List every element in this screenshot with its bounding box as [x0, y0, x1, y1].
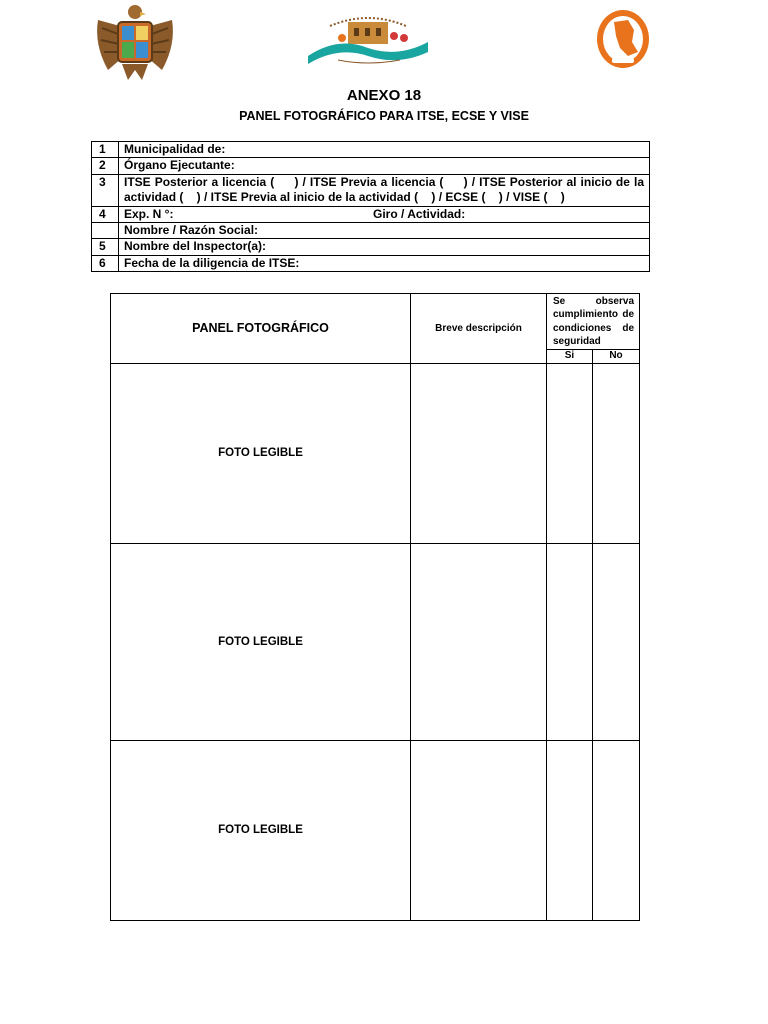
row-number: 6: [92, 255, 119, 271]
si-cell[interactable]: [547, 740, 593, 920]
photo-row: [111, 363, 640, 543]
peru-map-seal-icon: [594, 8, 652, 70]
cumplimiento-header: Se observa cumplimiento de condiciones de seguridad: [547, 294, 640, 350]
description-cell[interactable]: [411, 740, 547, 920]
inspection-type-field[interactable]: ITSE Posterior a licencia ( ) / ITSE Previa a licencia ( ) / ITSE Posterior al inicio de la actividad ( ) / ITSE Previa al inicio de la actividad ( ) / ECSE ( ) / VISE ( ): [119, 174, 650, 206]
photo-row: [111, 543, 640, 740]
row-number: 2: [92, 158, 119, 174]
panel-fotografico-header: PANEL FOTOGRÁFICO: [111, 294, 411, 364]
photo-slot[interactable]: FOTO LEGIBLE: [111, 740, 411, 920]
info-row-1: [92, 142, 650, 158]
municipalidad-field[interactable]: Municipalidad de:: [119, 142, 650, 158]
row-number: [92, 223, 119, 239]
no-cell[interactable]: [593, 543, 640, 740]
inspector-field[interactable]: Nombre del Inspector(a):: [119, 239, 650, 255]
organo-ejecutante-field[interactable]: Órgano Ejecutante:: [119, 158, 650, 174]
row-number: 5: [92, 239, 119, 255]
photo-row: [111, 740, 640, 920]
si-cell[interactable]: [547, 363, 593, 543]
no-cell[interactable]: [593, 740, 640, 920]
document-subtitle: PANEL FOTOGRÁFICO PARA ITSE, ECSE Y VISE: [239, 109, 529, 123]
photo-slot[interactable]: FOTO LEGIBLE: [111, 363, 411, 543]
info-row-3: [92, 174, 650, 206]
photo-panel-table: [110, 293, 640, 921]
photo-slot[interactable]: FOTO LEGIBLE: [111, 543, 411, 740]
row-number: 4: [92, 206, 119, 222]
info-row-razon-social: [92, 223, 650, 239]
description-cell[interactable]: [411, 363, 547, 543]
description-cell[interactable]: [411, 543, 547, 740]
breve-descripcion-header: Breve descripción: [411, 294, 547, 364]
row-number: 3: [92, 174, 119, 206]
expediente-giro-field[interactable]: [119, 206, 650, 222]
no-cell[interactable]: [593, 363, 640, 543]
si-header: Si: [547, 349, 593, 363]
eagle-coat-of-arms-icon: [92, 0, 178, 86]
info-row-5: [92, 239, 650, 255]
municipal-landscape-logo-icon: [308, 12, 428, 68]
si-cell[interactable]: [547, 543, 593, 740]
fecha-diligencia-field[interactable]: Fecha de la diligencia de ITSE:: [119, 255, 650, 271]
info-table: [91, 141, 650, 272]
info-row-4: [92, 206, 650, 222]
photo-header-row: [111, 294, 640, 350]
expediente-label: Exp. N °:: [124, 206, 174, 221]
info-row-2: [92, 158, 650, 174]
info-row-6: [92, 255, 650, 271]
razon-social-field[interactable]: Nombre / Razón Social:: [119, 223, 650, 239]
row-number: 1: [92, 142, 119, 158]
document-title: ANEXO 18: [346, 87, 422, 104]
giro-actividad-label: Giro / Actividad:: [373, 206, 466, 221]
no-header: No: [593, 349, 640, 363]
